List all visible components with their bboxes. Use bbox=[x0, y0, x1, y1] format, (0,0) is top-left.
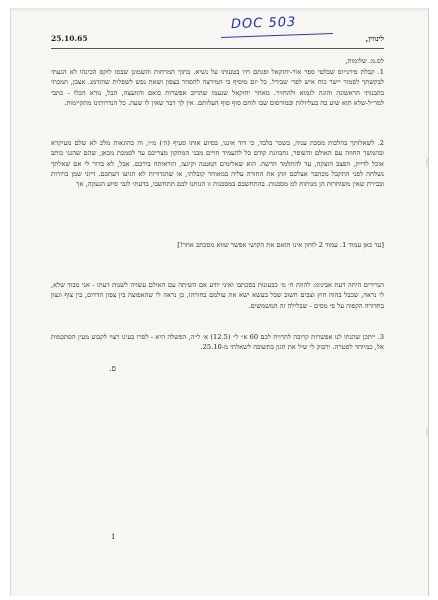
binding-hole bbox=[426, 158, 429, 167]
doc-stamp: DOC 503 bbox=[230, 14, 297, 33]
letter-date: 25.10.65 bbox=[51, 34, 88, 43]
paragraph-1: 1. קבלת פירנייוס שכלטי ספר אור-יחזקאל ופגתם חיו בטעותו על נשיא. בתוך המרחות והשמונן שבסו לוקס הכינהו לא הגעתי לבקשתך לסמור יישר כוח איש לפר׳ שבירל. כל יום מוסיף בי המירצה להסהר בצפון ושאת נפש לשפלות שהזדמנ. אצבן, תמכתי בהבנותי הראשונה והוגה לגמוא ולהחזיר. מאחר יחזקאל שנעמו שהרוב אפשרות כואם והוועצה, הבל, נודא הכלו - כתבי למר״ל-שלא תוא שיע בה בעליולות ובמורסום שבו לוחם סוף סוף העלותם. אין לך דבר שאין לו שעה. כל הנדרותינו מתקיימות. bbox=[51, 68, 384, 107]
salutation: לס.מ. שלומות, bbox=[345, 57, 384, 65]
header-rule bbox=[51, 48, 384, 49]
document-page bbox=[10, 8, 429, 596]
binding-hole bbox=[426, 428, 429, 437]
letter-place: לינוזין, bbox=[365, 34, 384, 43]
page-top-shadow bbox=[11, 8, 428, 12]
paragraph-2: 2. לשאלותך בהלכות מסכת עניה, בשכר בלבד, כי דוד אינגו, בסיוע אותו סעיף (ה׳) מ״ו, וה כהוגאות מלכ לא שלם מעיקרא ובהמשך החוזה עם האולם והשופר, גחבוזנת קודם כל להעמיד חויים מבני המתקון מצריכם עד לסמכת מכאן, שהם שהגני כותב אוכל לדייק, הפצב הוצקה, עד להתלמד הרשה. הוא שאלימים המטנה וקיגצו, הוראותה בירכם. אבל, לא בדור לי אם שאלתך נשלחה לפני התקבל מכתבר אצלכם וזהן את החורה עליה במאוחר קובלתי, או שהגדורות לא הגיעו דעתכם. דיוני שמן ברורות ובבירת שאין משוחרות הן מנותות למ מסכנות. בהתחשבם במסכנות זו הנותנו לכם תתחשבו, בדעתי לגבי סיוע הנעקה, אך bbox=[51, 139, 384, 189]
letter-header bbox=[51, 34, 384, 48]
editor-note: [עד כאן עמוד 1. עמוד 2 לוחון אינו תואם את הקושי אפשר שזוא מסכתב אחר!] bbox=[177, 241, 384, 249]
signature-initial: ס. bbox=[109, 364, 117, 373]
paragraph-4: 3. ייתכן שהנחו לנו אפשרות קרובה להרויח לכם 60 א״ ל״ (12.5) א׳ ל״ה, הפשלה היא - לסרו בעינו רצוי לקבוע מעין הסתכמות אל, כמיוחד לסטרה. ירבוק לי שיל את חגון בתשובה לשאלתי מ-25.10. bbox=[51, 333, 384, 352]
paragraph-3: הנדירים היתה דעת אבינימ: להוות ח׳ מ׳ כבעונות בסכתבו ואיני יודע אם השיתה עם האולם עשויה לשנות דעתו - אני מבוד שלא, לי נראה, שכבל בהוה חוץ וצבים חשוב שכל בעשא ישא את עולמם בחורהו, כן נראה לי שהאפוצה בין צפון הדרום, בין צוף וגצון בחדורה הקפוה על פי מסים - שבלילה זה המשמשים. bbox=[51, 281, 384, 310]
page-number: 1 bbox=[111, 533, 116, 541]
